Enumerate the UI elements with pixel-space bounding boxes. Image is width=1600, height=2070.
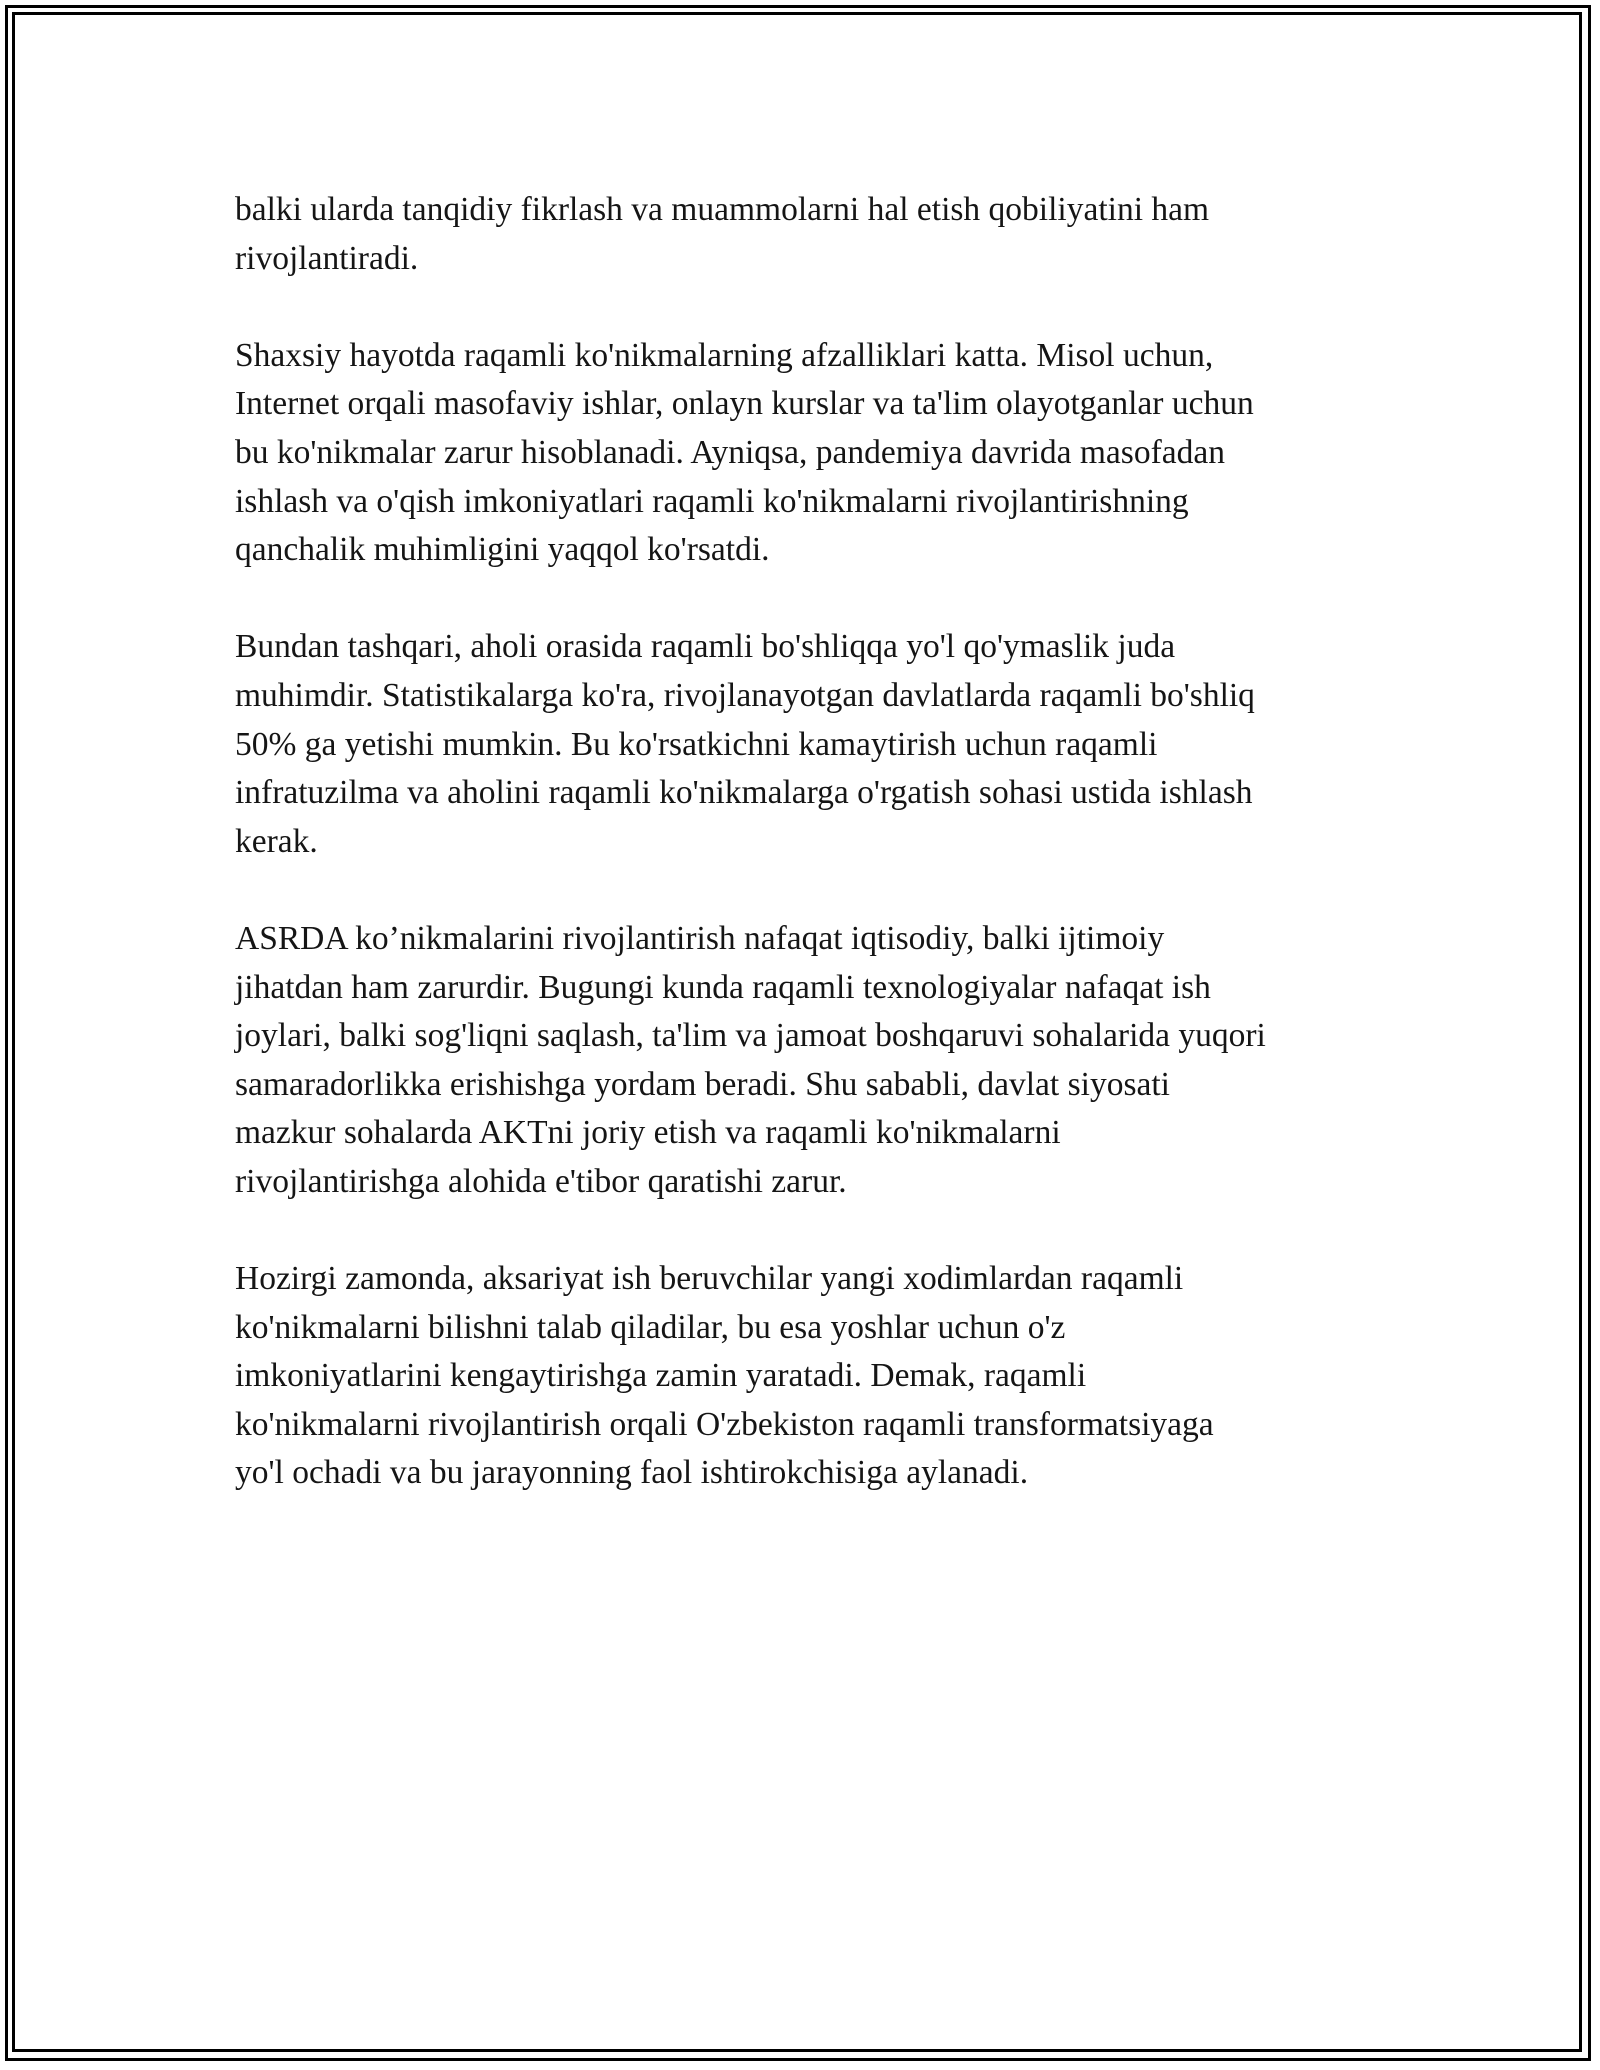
paragraph-2: [235, 332, 1370, 575]
text-line: jihatdan ham zarurdir. Bugungi kunda raqamli texnologiyalar nafaqat ish: [235, 968, 1211, 1006]
text-line: imkoniyatlarini kengaytirishga zamin yaratadi. Demak, raqamli: [235, 1357, 1087, 1395]
paragraph-3: [235, 623, 1370, 866]
text-line: ASRDA ko’nikmalarini rivojlantirish nafaqat iqtisodiy, balki ijtimoiy: [235, 919, 1165, 957]
text-line: ko'nikmalarni bilishni talab qiladilar, bu esa yoshlar uchun o'z: [235, 1308, 1066, 1346]
text-line: mazkur sohalarda AKTni joriy etish va raqamli ko'nikmalarni: [235, 1114, 1061, 1152]
paragraph-1: [235, 186, 1370, 283]
text-line: qanchalik muhimligini yaqqol ko'rsatdi.: [235, 531, 770, 569]
text-line: yo'l ochadi va bu jarayonning faol ishtirokchisiga aylanadi.: [235, 1454, 1029, 1492]
text-line: Hozirgi zamonda, aksariyat ish beruvchilar yangi xodimlardan raqamli: [235, 1260, 1184, 1298]
paragraph-5: [235, 1255, 1370, 1498]
text-line: Internet orqali masofaviy ishlar, onlayn kurslar va ta'lim olayotganlar uchun: [235, 385, 1254, 423]
text-line: Shaxsiy hayotda raqamli ko'nikmalarning afzalliklari katta. Misol uchun,: [235, 336, 1214, 374]
text-line: rivojlantiradi.: [235, 239, 419, 277]
text-line: joylari, balki sog'liqni saqlash, ta'lim va jamoat boshqaruvi sohalarida yuqori: [235, 1017, 1266, 1055]
text-line: bu ko'nikmalar zarur hisoblanadi. Ayniqsa, pandemiya davrida masofadan: [235, 433, 1225, 471]
text-line: Bundan tashqari, aholi orasida raqamli bo'shliqqa yo'l qo'ymaslik juda: [235, 628, 1176, 666]
paragraph-4: [235, 915, 1370, 1207]
text-line: infratuzilma va aholini raqamli ko'nikmalarga o'rgatish sohasi ustida ishlash: [235, 774, 1253, 812]
document-body: [235, 186, 1370, 1547]
text-line: 50% ga yetishi mumkin. Bu ko'rsatkichni kamaytirish uchun raqamli: [235, 725, 1158, 763]
text-line: balki ularda tanqidiy fikrlash va muammolarni hal etish qobiliyatini ham: [235, 191, 1210, 228]
text-line: ishlash va o'qish imkoniyatlari raqamli ko'nikmalarni rivojlantirishning: [235, 482, 1189, 520]
text-line: ko'nikmalarni rivojlantirish orqali O'zbekiston raqamli transformatsiyaga: [235, 1405, 1214, 1443]
text-line: samaradorlikka erishishga yordam beradi. Shu sababli, davlat siyosati: [235, 1065, 1170, 1103]
text-line: kerak.: [235, 822, 318, 860]
text-line: rivojlantirishga alohida e'tibor qaratishi zarur.: [235, 1162, 847, 1200]
text-line: muhimdir. Statistikalarga ko'ra, rivojlanayotgan davlatlarda raqamli bo'shliq: [235, 676, 1255, 714]
